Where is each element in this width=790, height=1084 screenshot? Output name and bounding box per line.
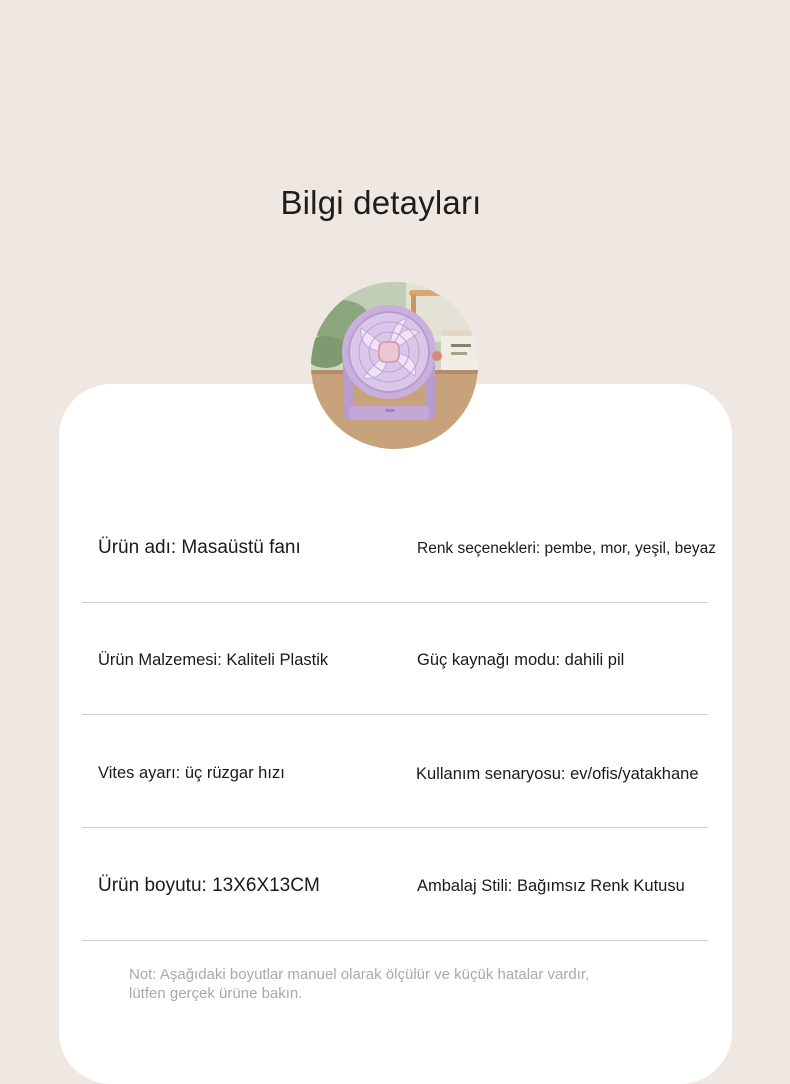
product-image — [311, 282, 478, 449]
spec-material: Ürün Malzemesi: Kaliteli Plastik — [98, 651, 329, 669]
spec-usage-scenario: Kullanım senaryosu: ev/ofis/yatakhane — [416, 765, 699, 783]
spec-product-name: Ürün adı: Masaüstü fanı — [98, 537, 301, 558]
spec-packaging-style: Ambalaj Stili: Bağımsız Renk Kutusu — [417, 877, 685, 895]
spec-row-4 — [82, 828, 708, 941]
spec-color-options: Renk seçenekleri: pembe, mor, yeşil, beyaz — [417, 540, 716, 557]
spec-row-1 — [82, 490, 716, 603]
divider — [82, 940, 708, 941]
spec-speed-setting: Vites ayarı: üç rüzgar hızı — [98, 764, 285, 782]
note-line-1: Not: Aşağıdaki boyutlar manuel olarak ölçülür ve küçük hatalar vardır, — [129, 966, 590, 983]
page-title: Bilgi detayları — [280, 184, 482, 221]
measurement-note — [129, 965, 689, 1003]
desk-fan-icon — [311, 282, 478, 449]
note-line-2: lütfen gerçek ürüne bakın. — [129, 985, 303, 1002]
spec-power-mode: Güç kaynağı modu: dahili pil — [417, 651, 625, 669]
spec-row-3 — [82, 715, 708, 828]
spec-row-2 — [82, 602, 708, 715]
spec-product-size: Ürün boyutu: 13X6X13CM — [98, 875, 320, 896]
